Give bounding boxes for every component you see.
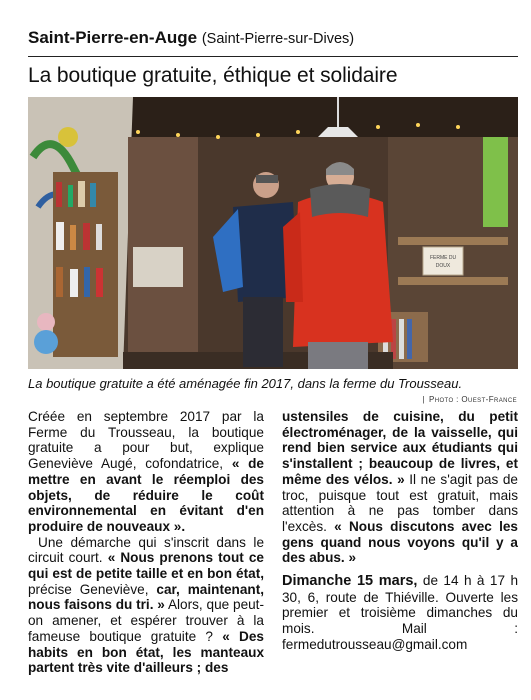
location-subname: (Saint-Pierre-sur-Dives) — [201, 31, 355, 47]
p2-quote-1: « Nous prenons tout ce qui est de petite taille et en bon état, — [28, 550, 264, 582]
paragraph-2 — [28, 535, 264, 676]
p2-text-d: Il ne s'agit pas de troc, puisque tout est gratuit, mais attention à ne pas tomber dans l'excès. — [282, 471, 518, 534]
photo-caption: La boutique gratuite a été aménagée fin 2017, dans la ferme du Trousseau. — [28, 376, 463, 391]
p1-text: Créée en septembre 2017 par la Ferme du Trousseau, la boutique gratuite a pour but, explique Geneviève Augé, cofondatrice, — [28, 409, 264, 472]
shop-photo — [28, 97, 518, 369]
p2-quote-4: « Nous discutons avec les gens quand nous voyons qu'il y a des abus. » — [282, 518, 518, 566]
p2-quote-3-cont: ustensiles de cuisine, du petit électroménager, de la vaisselle, qui rend bien service aux étudiants qui s'installent ; beaucoup de livres, et même des vélos. » — [282, 409, 518, 487]
article-headline: La boutique gratuite, éthique et solidaire — [28, 64, 398, 87]
paragraph-2-continued — [282, 409, 518, 566]
p2-text-a: Une démarche qui s'inscrit dans le circuit court. — [28, 534, 264, 566]
event-details: de 14 h à 17 h 30, 6, route de Thiéville. Ouverte les premier et troisième dimanches du mois. Mail : fermedutrousseau@gmail.com — [282, 573, 519, 652]
p2-text-b: précise Geneviève, — [28, 581, 157, 597]
credit-separator: | — [422, 395, 425, 404]
svg-text:DOUX: DOUX — [435, 263, 451, 269]
location-name: Saint-Pierre-en-Auge — [28, 28, 198, 47]
article-column-right — [282, 409, 518, 653]
paragraph-3 — [282, 573, 518, 653]
header-divider — [28, 56, 518, 57]
location-line — [28, 27, 354, 50]
p2-text-c: Alors, que peut-on amener, et espérer trouver à la fameuse boutique gratuite ? — [28, 597, 264, 644]
p2-quote-2: car, maintenant, nous faisons du tri. » — [28, 581, 265, 613]
article-column-left — [28, 409, 264, 676]
p2-quote-3: « Des habits en bon état, les manteaux partent très vite d'ailleurs ; des — [28, 628, 264, 676]
photo-credit — [423, 395, 518, 404]
credit-text: Photo : Ouest-France — [428, 395, 517, 404]
event-date: Dimanche 15 mars, — [282, 573, 418, 590]
p1-quote: « de mettre en avant le réemploi des objets, de réduire le coût environnemental en évitant d'en produire de nouveaux ». — [28, 456, 264, 534]
sign-text: FERME DU — [429, 255, 457, 261]
paragraph-1 — [28, 409, 264, 535]
